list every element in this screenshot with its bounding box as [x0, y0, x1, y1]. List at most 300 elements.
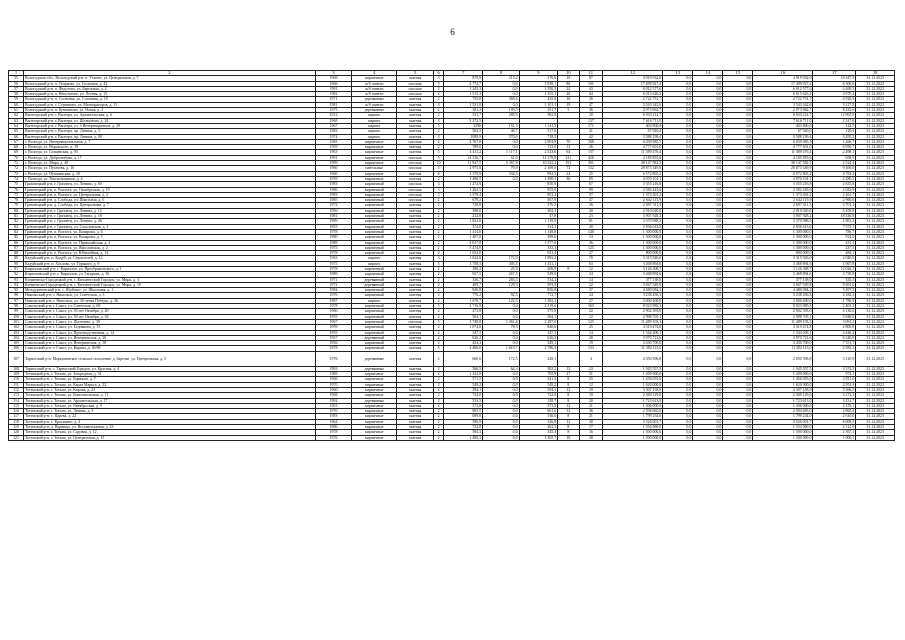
table-cell: 0,0 — [723, 372, 753, 377]
table-cell: Вологодский р-н, п. Непотягово, ул. Лесная, д. 15 — [24, 92, 316, 97]
table-cell: 31.12.2023 — [856, 304, 895, 309]
table-cell: 1978 — [315, 251, 351, 256]
table-cell: Вологодский р-н, с. Стризнево, ул. Мелиораторов, д. 11 — [24, 102, 316, 107]
table-cell: 12 — [558, 387, 579, 392]
table-cell: 0,0 — [723, 176, 753, 181]
table-cell: плоская — [397, 155, 433, 160]
table-cell: кирпичный — [352, 192, 397, 197]
table-cell: 17 499 927,2 — [603, 81, 663, 86]
table-cell: 78 — [9, 198, 24, 203]
table-cell: 0,0 — [723, 182, 753, 187]
table-cell: 1978 — [315, 229, 351, 234]
table-cell: г. Вологда, ул. Галкинская, д. 95 — [24, 150, 316, 155]
table-cell: 2 642 115,9 — [603, 198, 663, 203]
table-cell: 0,0 — [693, 123, 723, 128]
table-cell: 0,0 — [723, 377, 753, 382]
table-cell: 10 542,2 — [519, 161, 558, 166]
column-header: 13 — [663, 71, 693, 76]
table-cell: скатная — [397, 129, 433, 134]
table-cell: 42 — [579, 134, 603, 139]
table-cell: 0,0 — [693, 309, 723, 314]
table-cell: ж/б панели — [352, 81, 397, 86]
table-cell: 0,0 — [663, 272, 693, 277]
table-cell: 121 — [9, 435, 24, 440]
table-cell: 20 — [579, 398, 603, 403]
table-cell: 1989 — [315, 372, 351, 377]
table-cell: г. Вологда, ул. Интернациональная, д. 7 — [24, 139, 316, 144]
table-cell: 5 — [558, 108, 579, 113]
table-cell: 86 — [9, 240, 24, 245]
table-cell: 6 012 577,6 — [603, 86, 663, 91]
table-cell: 0,0 — [663, 139, 693, 144]
table-cell: 0,0 — [723, 435, 753, 440]
table-cell: кирпич — [352, 261, 397, 266]
table-cell: кирпичный — [352, 314, 397, 319]
table-cell: 16 — [579, 430, 603, 435]
table-cell: 2 — [433, 419, 444, 424]
table-cell: Вытегорский р-н, г. Вытегра, пр. Ленина, д. 3 — [24, 129, 316, 134]
table-cell: 390,2 — [444, 266, 483, 271]
table-cell: 2 — [433, 129, 444, 134]
table-cell: кирпичный — [352, 240, 397, 245]
table-cell: 31.12.2023 — [856, 266, 895, 271]
table-cell: 0,0 — [663, 102, 693, 107]
table-cell: 2 401,2 — [813, 304, 856, 309]
table-cell: кирпич — [352, 256, 397, 261]
table-cell: 0,0 — [693, 97, 723, 102]
table-cell: 12 — [558, 145, 579, 150]
table-cell: 46,7 — [483, 129, 519, 134]
table-cell: Вытегорский р-н, г. Вытегра, пр. Ленина, д. 80 — [24, 134, 316, 139]
table-cell: 117 — [9, 414, 24, 419]
table-cell: 0,0 — [693, 377, 723, 382]
table-cell: 12 — [579, 382, 603, 387]
table-cell: 347,3 — [444, 330, 483, 335]
table-cell: 133 — [579, 346, 603, 351]
table-cell: 80 — [9, 208, 24, 213]
table-cell: деревянные — [352, 108, 397, 113]
table-cell: 31.12.2023 — [856, 86, 895, 91]
table-cell: кирпичные — [352, 372, 397, 377]
table-cell: 1 414,6 — [444, 229, 483, 234]
table-cell: 0,0 — [723, 86, 753, 91]
table-cell: 47,8 — [519, 214, 558, 219]
table-cell: 2 — [433, 403, 444, 408]
table-cell: 0,0 — [483, 139, 519, 144]
table-cell: 1 619,7 — [483, 346, 519, 351]
table-cell: 93 — [9, 277, 24, 282]
table-cell: 0,0 — [663, 314, 693, 319]
table-cell: 0,0 — [693, 398, 723, 403]
table-cell: 4 763,2 — [813, 171, 856, 176]
table-cell: 20 — [579, 113, 603, 118]
table-cell: 1 305,7 — [519, 435, 558, 440]
table-cell: 2 — [433, 277, 444, 282]
table-cell: 31.12.2023 — [856, 97, 895, 102]
table-cell: 705,8 — [519, 372, 558, 377]
table-cell: 237,5 — [813, 245, 856, 250]
table-cell: 0,0 — [693, 351, 723, 366]
table-cell: 1 490,5 — [444, 176, 483, 181]
table-cell: 6 933 214,7 — [753, 113, 813, 118]
table-cell: скатная — [397, 272, 433, 277]
table-cell: 6 012 577,6 — [753, 86, 813, 91]
table-cell: 1 993,2 — [519, 256, 558, 261]
table-cell: скатная — [397, 346, 433, 351]
table-cell: плоская — [397, 182, 433, 187]
table-cell: 3 526 001,7 — [603, 419, 663, 424]
table-cell: 11 382 115,0 — [753, 346, 813, 351]
table-cell: 8 — [558, 382, 579, 387]
table-cell: 0,0 — [693, 341, 723, 346]
table-cell: 403 800,0 — [603, 123, 663, 128]
table-cell: Грязовецкий р-н, п. Вохтога, ул. Первомайская, д. 2 — [24, 240, 316, 245]
table-cell: 2 — [433, 409, 444, 414]
table-cell: 846,6 — [519, 325, 558, 330]
table-cell: 3 370 988,5 — [603, 219, 663, 224]
table-cell: 1 306 000,0 — [603, 403, 663, 408]
table-cell: 2 975,8 — [444, 166, 483, 171]
table-cell: 0,0 — [693, 298, 723, 303]
table-cell: 504,1 — [444, 314, 483, 319]
table-cell: 0,0 — [723, 203, 753, 208]
table-cell: 1969 — [315, 76, 351, 81]
table-cell: плоская — [397, 319, 433, 324]
table-cell: 2 786,3 — [519, 346, 558, 351]
table-cell: скатная — [397, 335, 433, 340]
table-cell: Никольский р-н, г. Никольск, ул. 40-летия Победы, д. 36 — [24, 298, 316, 303]
table-cell: 1960 — [315, 309, 351, 314]
table-cell: 0,0 — [723, 187, 753, 192]
table-cell: 3 716,9 — [444, 304, 483, 309]
table-cell: кирпич — [352, 113, 397, 118]
table-cell: 85 — [579, 176, 603, 181]
table-cell: 1 118,9 — [519, 219, 558, 224]
table-cell: 3 000 400,0 — [753, 298, 813, 303]
table-cell: 1 554 969,0 — [603, 425, 663, 430]
table-cell: панельные — [352, 166, 397, 171]
table-cell: 1912 — [315, 113, 351, 118]
table-cell: 158,7 — [519, 398, 558, 403]
table-cell: скатная — [397, 382, 433, 387]
table-cell: 31.12.2023 — [856, 155, 895, 160]
table-cell: 125 — [579, 319, 603, 324]
table-cell: 1 373 301,2 — [753, 192, 813, 197]
table-cell: 4 070 101,1 — [603, 176, 663, 181]
table-cell: 1 723 613,0 — [603, 398, 663, 403]
table-cell: 921,4 — [519, 251, 558, 256]
table-cell: 786,7 — [813, 229, 856, 234]
table-cell: 267,5 — [483, 272, 519, 277]
table-cell: 1976 — [315, 435, 351, 440]
table-cell: 64 — [558, 150, 579, 155]
table-cell: 99 — [579, 187, 603, 192]
table-cell: 24 — [558, 171, 579, 176]
table-cell: 0,0 — [693, 425, 723, 430]
table-cell: кирпичный — [352, 245, 397, 250]
table-cell: 0,0 — [723, 145, 753, 150]
table-cell: 31.12.2023 — [856, 123, 895, 128]
table-cell: 0,0 — [663, 145, 693, 150]
table-cell: 0,0 — [723, 403, 753, 408]
table-cell: Грязовецкий р-н, п. Вохтога, ул. Октябрьская, д. 19 — [24, 187, 316, 192]
table-cell: 47 — [579, 102, 603, 107]
table-cell: 25 — [579, 325, 603, 330]
table-cell: Грязовецкий р-н, г. Грязовец, ул. Ленина, д. 18 — [24, 214, 316, 219]
table-cell: 17 499 927,2 — [753, 81, 813, 86]
table-cell: 122,5 — [813, 123, 856, 128]
table-cell: 0,0 — [693, 403, 723, 408]
table-cell: 0,0 — [723, 129, 753, 134]
table-cell: 3 319 474,8 — [753, 325, 813, 330]
table-cell: 31.12.2023 — [856, 145, 895, 150]
table-cell: 0,0 — [663, 192, 693, 197]
table-cell: 724,0 — [444, 393, 483, 398]
table-cell: 92,5 — [483, 293, 519, 298]
table-cell: 2 369 129,0 — [753, 393, 813, 398]
column-header: 17 — [813, 71, 856, 76]
table-cell: 0,0 — [663, 214, 693, 219]
table-cell: 56 — [9, 81, 24, 86]
table-cell: 10 — [433, 161, 444, 166]
table-cell: 5 — [433, 81, 444, 86]
table-cell: 2 — [433, 309, 444, 314]
table-cell: 0,0 — [483, 414, 519, 419]
table-cell: 20 — [579, 208, 603, 213]
table-cell: 0,0 — [693, 372, 723, 377]
table-cell: кирпичный — [352, 214, 397, 219]
table-cell: 3 307 158,0 — [603, 387, 663, 392]
table-cell: 7 616 711,0 — [603, 118, 663, 123]
table-cell: 31.12.2023 — [856, 335, 895, 340]
table-cell: 0,0 — [693, 229, 723, 234]
table-cell: 0,0 — [663, 335, 693, 340]
table-cell: 11 489 103,3 — [753, 319, 813, 324]
table-cell: 1976 — [315, 351, 351, 366]
table-cell: кирпичные — [352, 414, 397, 419]
table-cell: 1 500 000,0 — [753, 430, 813, 435]
table-cell: 31.12.2023 — [856, 277, 895, 282]
table-cell: 549,8 — [519, 272, 558, 277]
table-cell: 1 148,8 — [519, 229, 558, 234]
table-cell: 72 — [558, 166, 579, 171]
table-cell: 0,0 — [723, 76, 753, 81]
table-cell: скатная — [397, 123, 433, 128]
table-cell: 31.12.2023 — [856, 377, 895, 382]
table-cell: г. Вологда, ул. Мира, д. 40 — [24, 161, 316, 166]
table-cell: 12 — [558, 366, 579, 371]
table-cell: Междуреченский р-н, с. Шуйское, ул. Школьная, д. 1 — [24, 288, 316, 293]
table-cell: плоская — [397, 92, 433, 97]
table-cell: 1 678,7 — [444, 298, 483, 303]
table-cell: 3 970 721,6 — [753, 335, 813, 340]
table-cell: 101 — [579, 81, 603, 86]
table-cell: 0,0 — [723, 309, 753, 314]
column-header: 16 — [753, 71, 813, 76]
table-cell: 0,0 — [663, 382, 693, 387]
table-cell: кирпичный — [352, 224, 397, 229]
table-cell: 1 300 000,0 — [603, 229, 663, 234]
table-cell: 333,3 — [519, 245, 558, 250]
table-cell: 0,0 — [483, 387, 519, 392]
table-cell: 12 — [558, 409, 579, 414]
table-cell: 735,8 — [444, 97, 483, 102]
table-cell: Тотемский р-н, д. Варницы, ул. Восьмиэтажная, д. 23 — [24, 425, 316, 430]
table-cell: 24 — [579, 293, 603, 298]
table-cell: Тотемский р-н, с. Царева, д. 22 — [24, 414, 316, 419]
table-cell: 326,8 — [519, 419, 558, 424]
table-cell: 1955 — [315, 330, 351, 335]
table-cell: 374,6 — [444, 224, 483, 229]
table-cell: 0,0 — [723, 134, 753, 139]
table-cell: 0,0 — [483, 393, 519, 398]
table-cell: 1 101,1 — [519, 102, 558, 107]
table-cell: 31.12.2023 — [856, 76, 895, 81]
table-cell: 4 406,0 — [444, 346, 483, 351]
table-cell: 0,0 — [723, 251, 753, 256]
table-cell: 1975 — [315, 261, 351, 266]
table-cell: кирпичный — [352, 304, 397, 309]
table-cell: 31.12.2023 — [856, 309, 895, 314]
table-cell: Грязовецкий р-н, п. Вохтога, ул. Центральная, д. 2 — [24, 192, 316, 197]
table-cell: 6 050,7 — [813, 145, 856, 150]
table-cell: Тарногский р-н, с. Тарногский Городок, ул. Красная, д. 4 — [24, 366, 316, 371]
table-cell: 26 — [579, 97, 603, 102]
table-cell: 6 008,5 — [813, 419, 856, 424]
table-cell: 31.12.2023 — [856, 118, 895, 123]
table-cell: 31.12.2023 — [856, 387, 895, 392]
table-cell: 88 — [9, 251, 24, 256]
table-cell: 76 — [9, 187, 24, 192]
table-cell: 0,0 — [693, 325, 723, 330]
table-cell: Вологодский р-н, п. Огарково, ул. Сосновая, д. 43 — [24, 81, 316, 86]
table-cell: 31.12.2023 — [856, 224, 895, 229]
table-cell: 2 280,5 — [813, 176, 856, 181]
table-cell: 67 920,0 — [603, 129, 663, 134]
table-cell: 2 722 751,7 — [603, 97, 663, 102]
table-cell: 11 389 476,4 — [603, 150, 663, 155]
table-cell: 102 — [9, 325, 24, 330]
table-cell: 0,0 — [723, 102, 753, 107]
table-cell: 0,0 — [693, 155, 723, 160]
table-cell: скатная — [397, 97, 433, 102]
table-cell: 1968 — [315, 118, 351, 123]
table-cell: 1966 — [315, 81, 351, 86]
table-cell: 0,0 — [693, 86, 723, 91]
table-cell: 0,0 — [663, 304, 693, 309]
table-cell: 0,0 — [723, 161, 753, 166]
table-cell: 212,8 — [444, 214, 483, 219]
table-cell: 0,0 — [693, 282, 723, 287]
table-cell: 31.12.2023 — [856, 435, 895, 440]
table-cell: 927,5 — [444, 272, 483, 277]
table-cell: 0,0 — [693, 182, 723, 187]
table-cell: 0,0 — [663, 398, 693, 403]
table-cell: 0,0 — [723, 304, 753, 309]
table-cell: 3 126 308,7 — [753, 266, 813, 271]
table-cell: 0,0 — [693, 192, 723, 197]
table-cell: 1989 — [315, 240, 351, 245]
table-cell: 2 — [433, 330, 444, 335]
table-cell: 367,9 — [519, 198, 558, 203]
table-body — [9, 76, 895, 441]
table-cell: 2 697 311,3 — [603, 203, 663, 208]
table-cell: 2 583,3 — [813, 346, 856, 351]
table-cell: 2 — [433, 393, 444, 398]
table-cell: 594,1 — [519, 387, 558, 392]
table-cell: 2 — [433, 425, 444, 430]
table-cell: 502,2 — [519, 366, 558, 371]
table-cell: 5 — [433, 304, 444, 309]
table-cell: 103 — [9, 330, 24, 335]
column-header: 2 — [24, 71, 316, 76]
table-cell: 31.12.2023 — [856, 325, 895, 330]
table-cell: 0,0 — [693, 176, 723, 181]
table-cell: скатная — [397, 435, 433, 440]
table-cell: 11 382 115,0 — [603, 346, 663, 351]
table-cell: 43 — [579, 86, 603, 91]
table-cell: 5 948,6 — [813, 314, 856, 319]
table-cell: скатная — [397, 351, 433, 366]
table-cell: 31.12.2023 — [856, 414, 895, 419]
table-cell: 11 389 476,4 — [753, 150, 813, 155]
table-cell: 0,0 — [723, 229, 753, 234]
table-cell: скатная — [397, 208, 433, 213]
table-cell: 0,0 — [663, 92, 693, 97]
table-cell: 27 — [579, 251, 603, 256]
table-cell: 1 355,1 — [519, 92, 558, 97]
table-cell: 111 — [9, 382, 24, 387]
table-cell: 67 920,0 — [753, 129, 813, 134]
table-cell: 2 287,0 — [519, 319, 558, 324]
table-cell: 0,0 — [663, 266, 693, 271]
table-cell: 689,0 — [444, 414, 483, 419]
table-cell: 91 — [9, 266, 24, 271]
table-cell: 3 907 928,2 — [603, 214, 663, 219]
table-cell: 1972 — [315, 282, 351, 287]
table-cell: 4 469,3 — [813, 86, 856, 91]
table-cell: 398,6 — [444, 208, 483, 213]
table-cell: кирпичный — [352, 266, 397, 271]
table-cell: 2 — [433, 366, 444, 371]
table-cell: 26 — [579, 203, 603, 208]
table-cell: 334,3 — [483, 171, 519, 176]
table-cell: 26 — [579, 145, 603, 150]
table-cell: Грязовецкий р-н, г. Грязовец, ул. Ленина, д. 60 — [24, 182, 316, 187]
table-cell: 1 141,5 — [519, 123, 558, 128]
table-cell: 31.12.2023 — [856, 288, 895, 293]
table-cell: 119 — [9, 425, 24, 430]
table-cell: 1976 — [315, 293, 351, 298]
table-cell: 1088,9 — [444, 134, 483, 139]
table-cell: Сокольский р-н, г. Сокол, ул. Шатенево, д. 39 — [24, 319, 316, 324]
table-cell: 1 967,8 — [813, 261, 856, 266]
table-cell: 2 — [433, 235, 444, 240]
table-cell: 75 — [9, 182, 24, 187]
table-cell: 4 777 601,0 — [753, 145, 813, 150]
table-cell: скатная — [397, 277, 433, 282]
table-cell: 3 217,8 — [813, 102, 856, 107]
table-cell: 36 — [579, 108, 603, 113]
table-cell: 251,7 — [519, 108, 558, 113]
table-cell: деревянный — [352, 277, 397, 282]
table-cell: 377 138,0 — [603, 277, 663, 282]
table-cell: 3 370 988,5 — [753, 219, 813, 224]
table-cell: 2 697 311,3 — [753, 203, 813, 208]
table-cell: 228,1 — [519, 351, 558, 366]
table-cell: 4 — [433, 171, 444, 176]
table-cell: 341,3 — [519, 377, 558, 382]
